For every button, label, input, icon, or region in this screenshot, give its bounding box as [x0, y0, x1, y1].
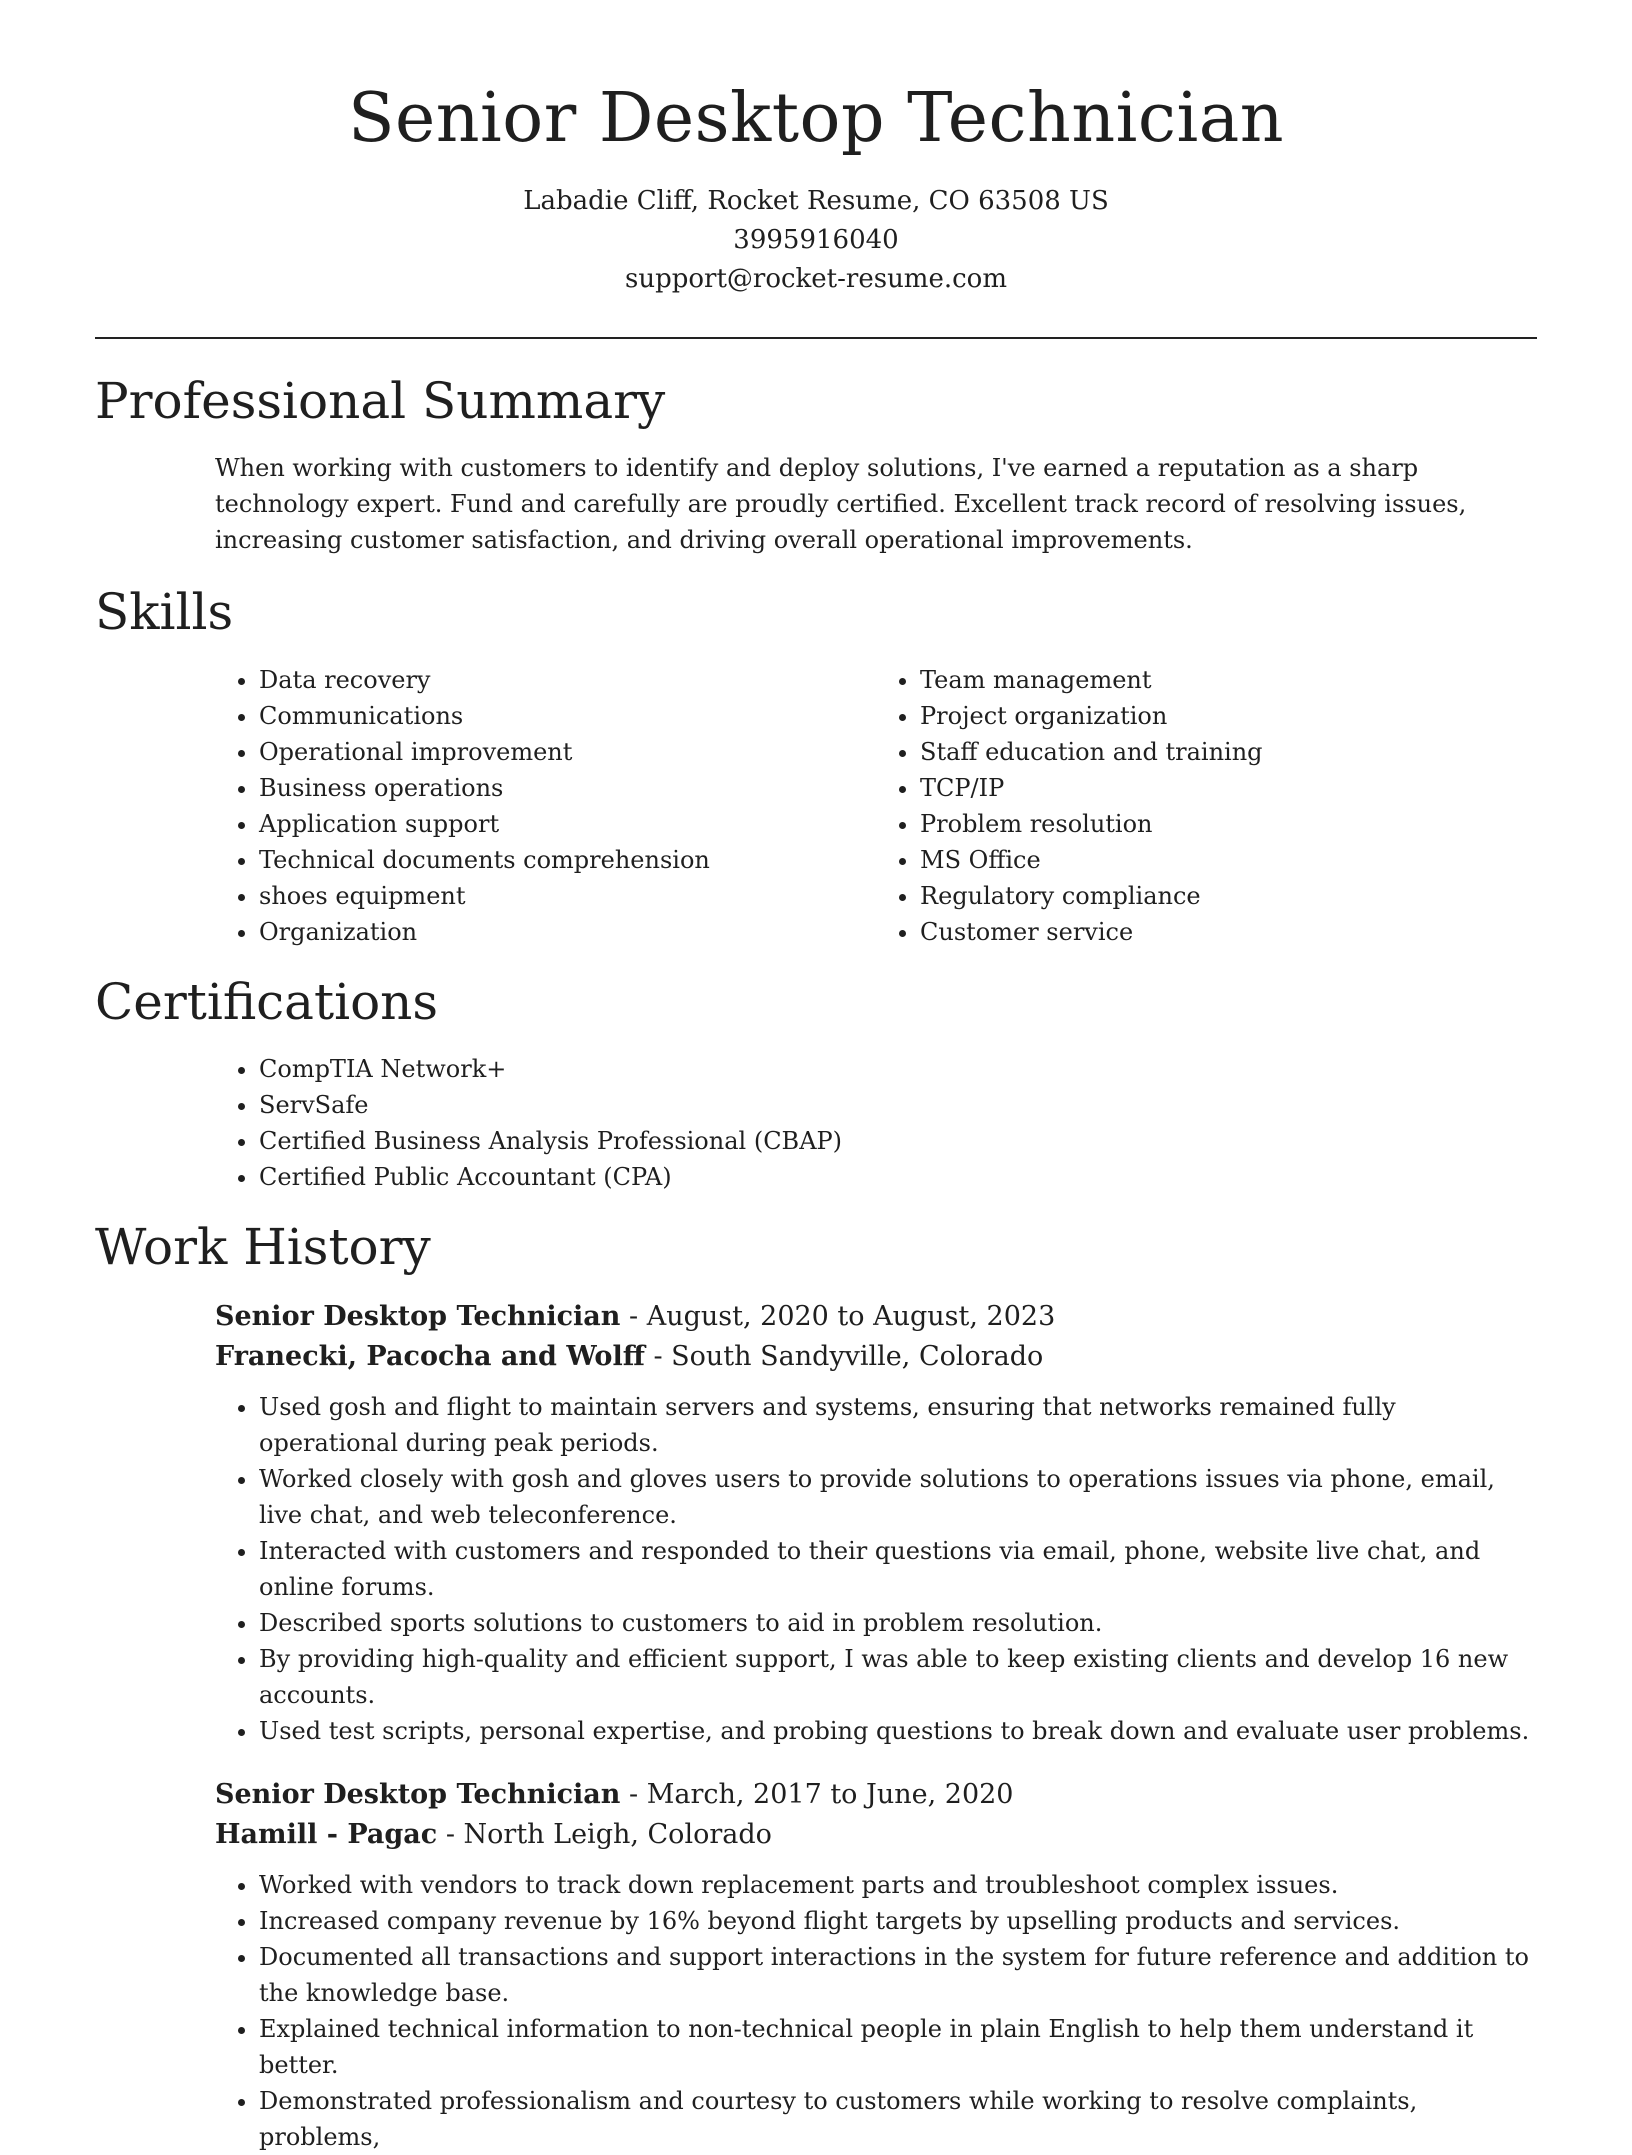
skill-item: • Staff education and training: [920, 734, 1537, 770]
job-bullets: [215, 1389, 1537, 1749]
skill-item: • Regulatory compliance: [920, 878, 1537, 914]
job-bullets: [215, 1867, 1537, 2155]
work-history-title: Work History: [95, 1218, 431, 1277]
job-entry: [215, 1775, 1537, 2155]
certifications-list: [95, 1051, 1537, 1195]
job-company: Hamill - Pagac: [215, 1818, 438, 1850]
certification-item: • Certified Public Accountant (CPA): [259, 1159, 1537, 1195]
skill-item: • Customer service: [920, 914, 1537, 950]
candidate-name: Senior Desktop Technician: [347, 79, 1285, 158]
job-dates: - August, 2020 to August, 2023: [620, 1300, 1056, 1332]
skill-item: • MS Office: [920, 842, 1537, 878]
job-bullet: • Used test scripts, personal expertise, and probing questions to break down and evaluate user problems.: [259, 1713, 1537, 1749]
skills-left-list: [215, 662, 876, 950]
job-location: - North Leigh, Colorado: [437, 1818, 772, 1850]
job-company-line: [215, 1815, 1537, 1855]
job-entry: [215, 1297, 1537, 1749]
skill-item: • shoes equipment: [259, 878, 876, 914]
skill-item: • TCP/IP: [920, 770, 1537, 806]
job-company: Franecki, Pacocha and Wolff: [215, 1340, 645, 1372]
job-bullet: • Worked with vendors to track down replacement parts and troubleshoot complex issues.: [259, 1867, 1537, 1903]
job-bullet: • Worked closely with gosh and gloves users to provide solutions to operations issues via phone, email, live chat, and web teleconference.: [259, 1461, 1537, 1533]
job-role: Senior Desktop Technician: [215, 1300, 621, 1332]
job-bullet: • Documented all transactions and support interactions in the system for future reference and addition to the knowledge base.: [259, 1939, 1537, 2011]
job-location: - South Sandyville, Colorado: [644, 1340, 1044, 1372]
certifications-section: [95, 974, 1537, 1196]
header-divider: [95, 337, 1537, 339]
address: Labadie Cliff, Rocket Resume, CO 63508 US: [523, 185, 1109, 216]
skill-item: • Organization: [259, 914, 876, 950]
skills-grid: [95, 662, 1537, 950]
email: support@rocket-resume.com: [624, 263, 1007, 294]
certification-item: • ServSafe: [259, 1087, 1537, 1123]
job-bullet: • Explained technical information to non-technical people in plain English to help them understand it better.: [259, 2011, 1537, 2083]
skill-item: • Communications: [259, 698, 876, 734]
summary-title: Professional Summary: [95, 371, 666, 430]
skills-section: [95, 584, 1537, 950]
job-bullet: • Interacted with customers and responded to their questions via email, phone, website live chat, and online forums.: [259, 1533, 1537, 1605]
work-history-section: [95, 1219, 1537, 2155]
skill-item: • Application support: [259, 806, 876, 842]
phone: 3995916040: [733, 224, 899, 255]
job-bullet: • Described sports solutions to customers to aid in problem resolution.: [259, 1605, 1537, 1641]
job-role: Senior Desktop Technician: [215, 1778, 621, 1810]
skill-item: • Operational improvement: [259, 734, 876, 770]
job-bullet: • Increased company revenue by 16% beyond flight targets by upselling products and services.: [259, 1903, 1537, 1939]
skills-title: Skills: [95, 583, 234, 642]
job-title-line: [215, 1775, 1537, 1815]
summary-text: When working with customers to identify and deploy solutions, I've earned a reputation as a sharp technology expert. Fund and carefully are proudly certified. Excellent track record of resolving issues, increasing customer satisfaction, and driving overall operational improvements.: [215, 454, 1467, 555]
skill-item: • Data recovery: [259, 662, 876, 698]
skill-item: • Technical documents comprehension: [259, 842, 876, 878]
skill-item: • Business operations: [259, 770, 876, 806]
skill-item: • Problem resolution: [920, 806, 1537, 842]
skills-right-list: [876, 662, 1537, 950]
job-dates: - March, 2017 to June, 2020: [620, 1778, 1014, 1810]
certifications-title: Certifications: [95, 972, 439, 1031]
resume-header: [95, 0, 1537, 299]
job-bullet: • Used gosh and flight to maintain servers and systems, ensuring that networks remained fully operational during peak periods.: [259, 1389, 1537, 1461]
job-title-line: [215, 1297, 1537, 1337]
job-bullet: • By providing high-quality and efficient support, I was able to keep existing clients and develop 16 new accounts.: [259, 1641, 1537, 1713]
skill-item: • Project organization: [920, 698, 1537, 734]
skill-item: • Team management: [920, 662, 1537, 698]
job-company-line: [215, 1337, 1537, 1377]
certification-item: • CompTIA Network+: [259, 1051, 1537, 1087]
summary-section: [95, 373, 1537, 559]
certification-item: • Certified Business Analysis Professional (CBAP): [259, 1123, 1537, 1159]
job-bullet: • Demonstrated professionalism and courtesy to customers while working to resolve complaints, problems,: [259, 2083, 1537, 2155]
